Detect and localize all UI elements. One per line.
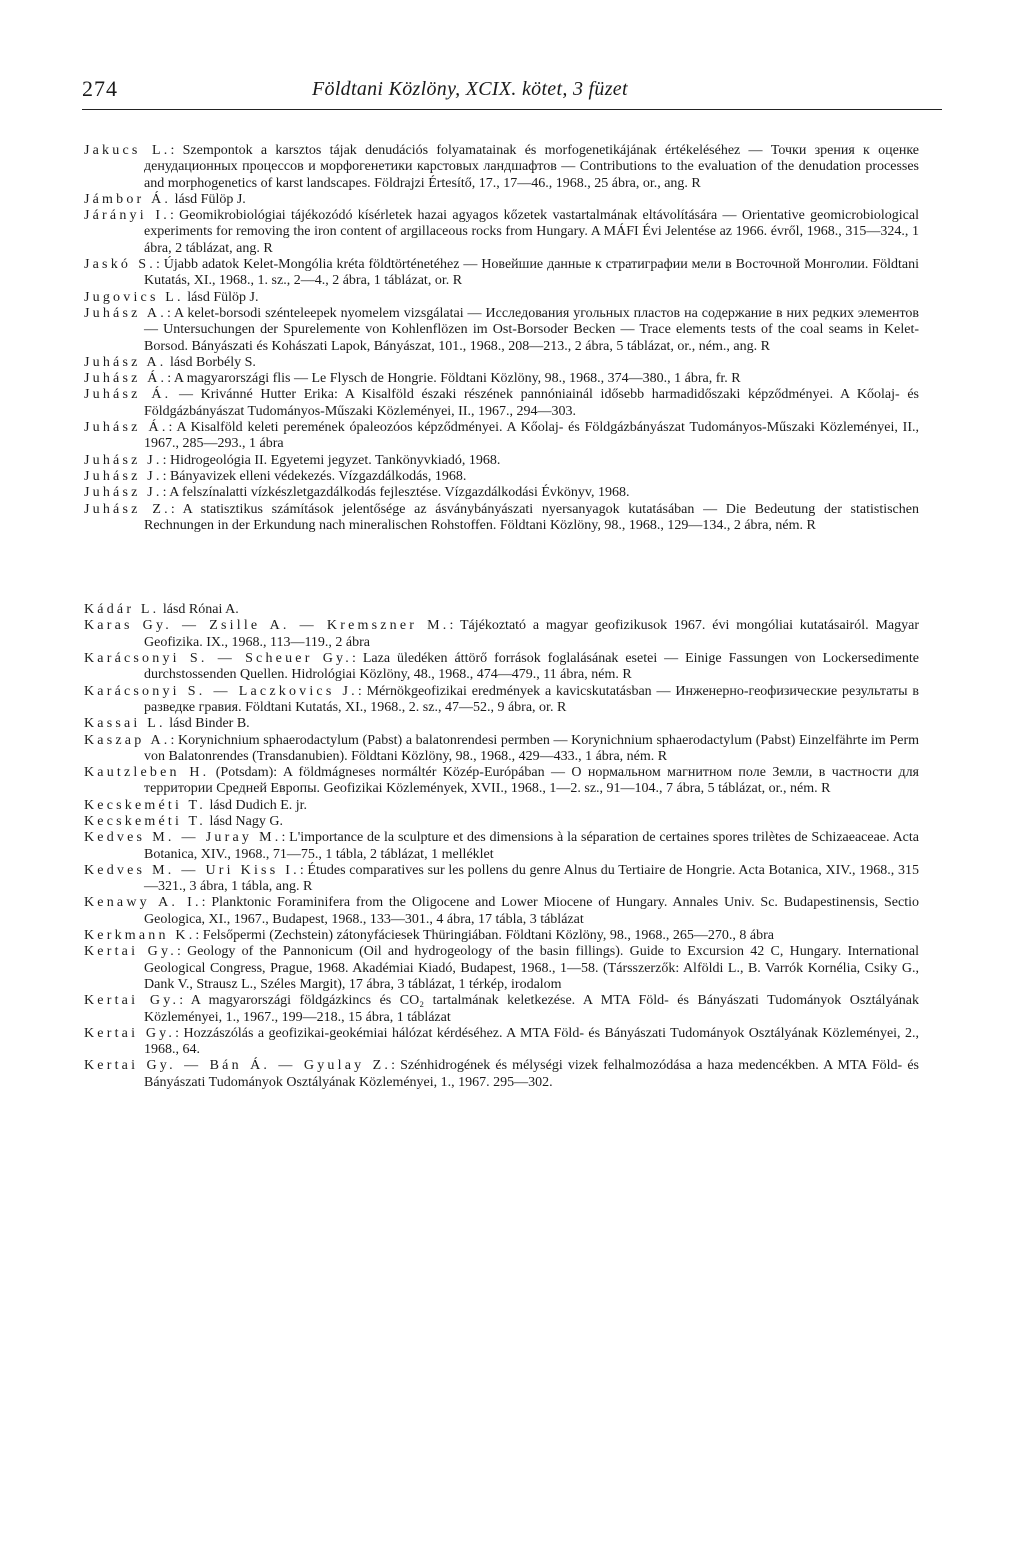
bibliography-entry: [84, 814, 919, 830]
entry-author: Jaskó S.: [84, 257, 156, 273]
entry-author: Juhász A.: [84, 305, 167, 321]
bibliography-entry: [84, 306, 919, 355]
entry-author: Kautzleben H.: [84, 765, 210, 781]
entry-author: Járányi I.: [84, 208, 170, 224]
entry-author: Kertai Gy.: [84, 993, 180, 1009]
entry-author: Karas Gy. — Zsille A. — Kremszner M.: [84, 618, 450, 634]
bibliography-entry: [84, 765, 919, 798]
bibliography-entry: [84, 1058, 919, 1091]
entry-text: : Hidrogeológia II. Egyetemi jegyzet. Tankönyvkiadó, 1968.: [162, 452, 501, 468]
entry-author: Juhász Á.: [84, 371, 168, 387]
entry-text: lásd Dudich E. jr.: [205, 797, 308, 813]
entry-text: lásd Rónai A.: [159, 602, 239, 618]
entry-author: Kassai L.: [84, 716, 166, 732]
entry-text: : Korynichnium sphaerodactylum (Pabst) a balatonrendesi permben — Korynichnium sphaerodactylum (Pabst) Einzelfährte im Perm von Balatonrendes (Transdanubien). Földtani Közlöny, 98., 1968., 429—433., 1 ábra, ném. R: [144, 732, 919, 764]
bibliography-entry: [84, 716, 919, 732]
bibliography-entry: [84, 830, 919, 863]
entry-author: Juhász Á.: [84, 387, 172, 403]
entry-text: : A magyarországi flis — Le Flysch de Hongrie. Földtani Közlöny, 98., 1968., 374—380., 1 ábra, fr. R: [167, 371, 741, 387]
entry-author: Juhász J.: [84, 452, 163, 468]
entry-text: lásd Nagy G.: [205, 813, 283, 829]
entry-text: lásd Binder B.: [165, 716, 250, 732]
entry-text: lásd Fülöp J.: [171, 191, 246, 207]
section-k: [84, 602, 919, 1091]
bibliography-entry: [84, 602, 919, 618]
entry-author: Kertai Gy. — Bán Á. — Gyulay Z.: [84, 1058, 392, 1074]
bibliography-entry: [84, 290, 919, 306]
entry-author: Juhász J.: [84, 468, 163, 484]
section-j: [84, 143, 919, 534]
page-header: [82, 76, 954, 106]
entry-text: : A kelet-borsodi szénteleepek nyomelem vizsgálatai — Исследования угольных пластов на содержание в них редких элементов — Untersuchungen der Spurelemente von Kohlenflözen im Ost-Borsoder Becken — Trace elements tests of the coal seams in Kelet-Borsod. Bányászati és Kohászati Lapok, Bányászat, 101., 1968., 208—213., 2 ábra, 5 táblázat, or., ném., ang. R: [144, 305, 919, 354]
entry-text: (Potsdam): A földmágneses normáltér Közép-Európában — О нормальном магнитном поле Земли, в частности для территории Средней Европы. Geofizikai Közlemények, XVII., 1968., 1—2. sz., 91—104., 7 ábra, 5 táblázat, or., ném. R: [144, 765, 919, 797]
entry-text: : L'importance de la sculpture et des dimensions à la séparation de certaines spores trilètes de Schizaeaceae. Acta Botanica, XIV., 1968., 71—75., 1 tábla, 2 táblázat, 1 melléklet: [144, 830, 919, 862]
page-number: 274: [82, 76, 118, 101]
entry-author: Kerkmann K.: [84, 928, 196, 944]
bibliography-entry: [84, 420, 919, 453]
entry-author: Kádár L.: [84, 602, 160, 618]
entry-text: : Planktonic Foraminifera from the Oligocene and Lower Miocene of Hungary. Annales Univ. Sc. Budapestinensis, Sectio Geologica, XI., 1967., Budapest, 1968., 133—301., 4 ábra, 17 tábla, 3 táblázat: [144, 895, 919, 927]
entry-author: Kertai Gy.: [84, 1025, 176, 1041]
entry-text: : Geomikrobiológiai tájékozódó kísérletek hazai agyagos kőzetek vastartalmának eltávolítására — Orientative geomicrobiological experiments for removing the iron content of argillaceous rocks from Hungary. A MÁFI Évi Jelentése az 1966. évről, 1968., 315—324., 1 ábra, 2 táblázat, ang. R: [144, 208, 920, 256]
bibliography-entry: [84, 798, 919, 814]
bibliography-entry: [84, 651, 919, 684]
entry-author: Jugovics L.: [84, 289, 184, 305]
entry-author: Karácsonyi S. — Scheuer Gy.: [84, 651, 353, 667]
entry-text: lásd Borbély S.: [166, 354, 256, 370]
bibliography-entry: [84, 485, 919, 501]
bibliography-entry: [84, 502, 919, 535]
entry-author: Kecskeméti T.: [84, 813, 206, 829]
bibliography-entry: [84, 928, 919, 944]
entry-text: : A magyarországi földgázkincs és CO₂ tartalmának keletkezése. A MTA Föld- és Bányászati Tudományok Osztályának Közleményei, 1., 1967., 199—218., 15 ábra, 1 táblázat: [144, 993, 919, 1025]
entry-text: : A Kisalföld keleti peremének ópaleozóos képződményei. A Kőolaj- és Földgázbányászat Tudományos-Műszaki Közleményei, II., 1967., 285—293., 1 ábra: [144, 420, 919, 452]
bibliography-entry: [84, 863, 919, 896]
entry-text: : Mérnökgeofizikai eredmények a kavicskutatásban — Инженерно-геофизические результаты в разведке гравия. Földtani Kutatás, XI., 1968., 2. sz., 47—52., 9 ábra, or. R: [144, 683, 919, 715]
bibliography-entry: [84, 895, 919, 928]
entry-text: : Tájékoztató a magyar geofizikusok 1967. évi mongóliai kutatásairól. Magyar Geofizika. IX., 1968., 113—119., 2 ábra: [144, 618, 919, 650]
bibliography-entry: [84, 355, 919, 371]
entry-author: Juhász Z.: [84, 501, 171, 517]
entry-author: Juhász Á.: [84, 420, 169, 436]
entry-author: Kedves M. — Uri Kiss I.: [84, 862, 300, 878]
bibliography-entry: [84, 944, 919, 993]
bibliography-entry: [84, 453, 919, 469]
entry-author: Karácsonyi S. — Laczkovics J.: [84, 683, 358, 699]
entry-text: : Geology of the Pannonicum (Oil and hydrogeology of the basin fillings). Guide to Excursion 42 C, Hungary. International Geological Congress, Prague, 1968. Akadémiai Kiadó, Budapest, 1968., 1—58. (Társszerzők: Alföldi L., B. Varrók Kornélia, Csiky G., Dank V., Strausz L., Széles Margit), 17 ábra, 3 táblázat, 1 térkép, irodalom: [144, 944, 919, 992]
bibliography-body: [84, 143, 919, 1091]
entry-author: Kecskeméti T.: [84, 797, 206, 813]
entry-text: : Hozzászólás a geofizikai-geokémiai hálózat kérdéséhez. A MTA Föld- és Bányászati Tudományok Osztályának Közleményei, 2., 1968., 64.: [144, 1025, 919, 1058]
bibliography-entry: [84, 684, 919, 717]
entry-author: Kedves M. — Juray M.: [84, 830, 282, 846]
entry-text: lásd Fülöp J.: [183, 289, 259, 305]
entry-text: : Études comparatives sur les pollens du genre Alnus du Tertiaire de Hongrie. Acta Botanica, XIV., 1968., 315—321., 3 ábra, 1 tábla, ang. R: [144, 862, 919, 895]
running-title: Földtani Közlöny, XCIX. kötet, 3 füzet: [312, 78, 628, 100]
bibliography-entry: [84, 1026, 919, 1059]
bibliography-entry: [84, 143, 919, 192]
bibliography-entry: [84, 192, 919, 208]
bibliography-entry: [84, 387, 919, 420]
entry-text: : Szénhidrogének és mélységi vizek felhalmozódása a haza medencékben. A MTA Föld- és Bányászati Tudományok Osztályának Közleményei, 1., 1967. 295—302.: [144, 1058, 919, 1090]
bibliography-entry: [84, 208, 919, 257]
entry-text: — Krivánné Hutter Erika: A Kisalföld északi részének pannóniainál idősebb harmadidőszaki képződményei. A Kőolaj- és Földgázbányászat Tudományos-Műszaki Közleményei, II., 1967., 294—303.: [144, 387, 919, 419]
entry-text: : Laza üledéken áttörő források foglalásának esetei — Einige Fassungen von Lockersedimente durchstossenden Quellen. Hidrológiai Közlöny, 48., 1968., 474—479., 11 ábra, ném. R: [144, 651, 919, 683]
entry-author: Juhász J.: [84, 485, 163, 501]
bibliography-entry: [84, 371, 919, 387]
entry-author: Jakucs L.: [84, 143, 171, 158]
entry-text: : Bányavizek elleni védekezés. Vízgazdálkodás, 1968.: [162, 468, 467, 484]
entry-author: Juhász A.: [84, 354, 167, 370]
entry-author: Kaszap A.: [84, 732, 171, 748]
entry-text: : A felszínalatti vízkészletgazdálkodás fejlesztése. Vízgazdálkodási Évkönyv, 1968.: [162, 485, 630, 501]
entry-author: Jámbor Á.: [84, 191, 172, 207]
bibliography-entry: [84, 733, 919, 766]
entry-text: : Felsőpermi (Zechstein) zátonyfáciesek Thüringiában. Földtani Közlöny, 98., 1968., 265—270., 8 ábra: [195, 928, 774, 944]
entry-text: : A statisztikus számítások jelentősége az ásványbányászati nyersanyagok kutatásában — Die Bedeutung der statistischen Rechnungen in der Erkundung nach mineralischen Rohstoffen. Földtani Közlöny, 98., 1968., 129—134., 2 ábra, ném. R: [144, 501, 919, 533]
entry-author: Kertai Gy.: [84, 944, 177, 960]
entry-text: : Újabb adatok Kelet-Mongólia kréta földtörténetéhez — Новейшие данные к стратиграфии мели в Восточной Монголии. Földtani Kutatás, XI., 1968., 1. sz., 2—4., 2 ábra, 1 táblázat, or. R: [144, 257, 919, 289]
entry-text: : Szempontok a karsztos tájak denudációs folyamatainak és morfogenetikájának értékeléséhez — Точки зрения к оценке денудационных процессов и морфогенетики карстовых ландшафтов — Contributions to the evaluation of the denudation processes and morphogenetics of karst landscapes. Földrajzi Értesítő, 17., 17—46., 1968., 25 ábra, or., ang. R: [144, 143, 919, 191]
bibliography-entry: [84, 257, 919, 290]
section-gap: [84, 534, 919, 602]
header-rule: [82, 109, 942, 110]
bibliography-entry: [84, 993, 919, 1026]
bibliography-entry: [84, 618, 919, 651]
bibliography-entry: [84, 469, 919, 485]
entry-author: Kenawy A. I.: [84, 895, 202, 911]
